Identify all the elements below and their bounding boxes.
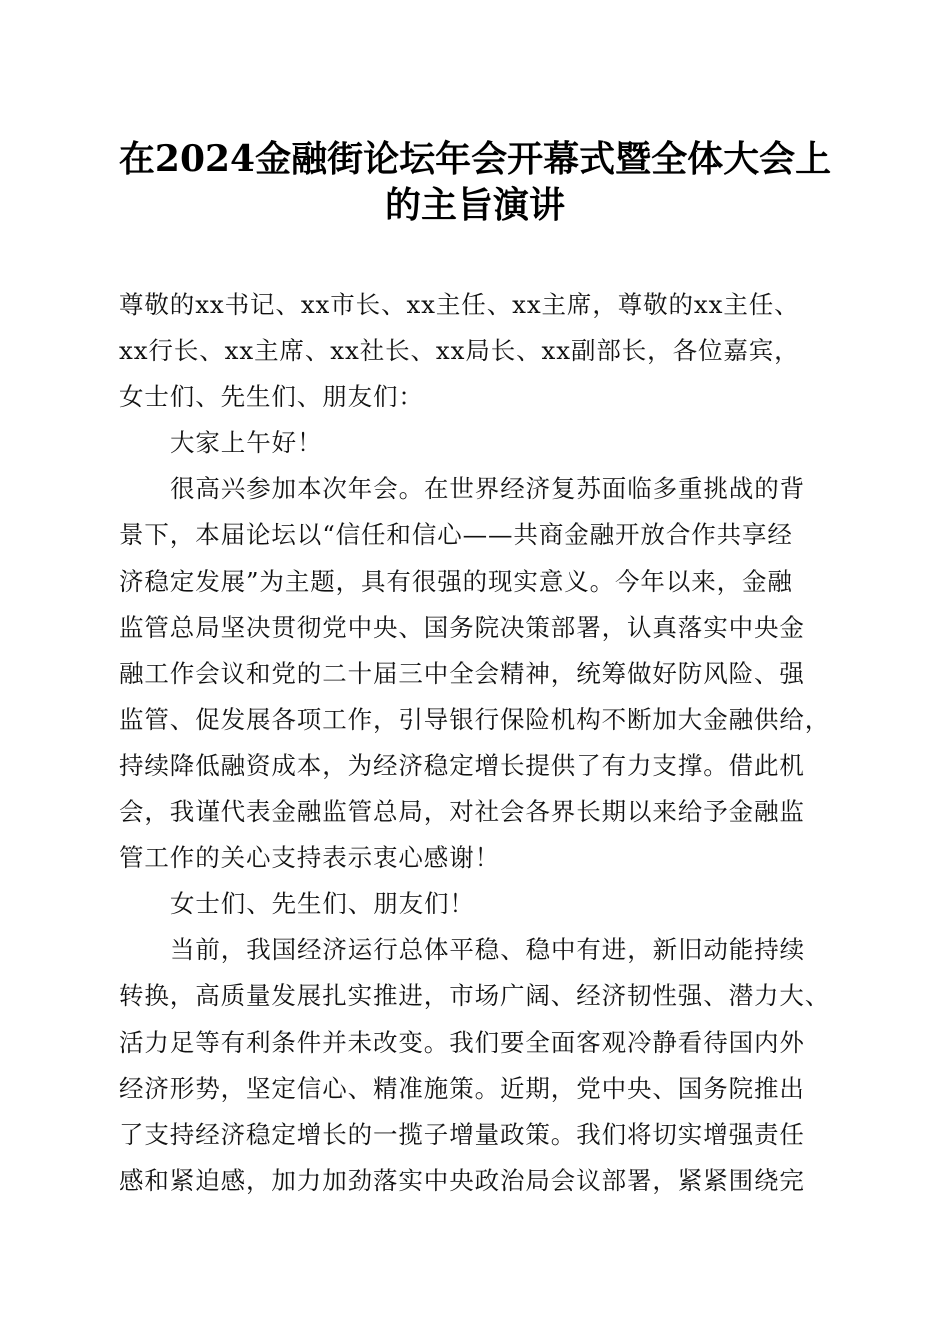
- text-line: 济稳定发展”为主题，具有很强的现实意义。今年以来，金融: [119, 566, 793, 596]
- text-line: 融工作会议和党的二十届三中全会精神，统筹做好防风险、强: [119, 658, 805, 688]
- text-line: 经济形势，坚定信心、精准施策。近期，党中央、国务院推出: [119, 1073, 805, 1103]
- text-line: 了支持经济稳定增长的一揽子增量政策。我们将切实增强责任: [119, 1119, 805, 1149]
- text-line: 会，我谨代表金融监管总局，对社会各界长期以来给予金融监: [119, 797, 805, 827]
- text-line: 监管总局坚决贯彻党中央、国务院决策部署，认真落实中央金: [119, 612, 805, 642]
- text-line: 管工作的关心支持表示衷心感谢！: [119, 843, 500, 873]
- text-line: 大家上午好！: [170, 428, 323, 458]
- text-line: 转换，高质量发展扎实推进，市场广阔、经济韧性强、潜力大、: [119, 981, 831, 1011]
- text-line: 很高兴参加本次年会。在世界经济复苏面临多重挑战的背: [170, 474, 805, 504]
- title-line-1: 在2024金融街论坛年会开幕式暨全体大会上: [118, 138, 832, 180]
- text-line: 女士们、先生们、朋友们：: [119, 382, 424, 412]
- document-body: [119, 282, 833, 1204]
- text-line: xx行长、xx主席、xx社长、xx局长、xx副部长，各位嘉宾，: [119, 336, 800, 366]
- text-line: 尊敬的xx书记、xx市长、xx主任、xx主席，尊敬的xx主任、: [119, 290, 800, 319]
- text-line: 当前，我国经济运行总体平稳、稳中有进，新旧动能持续: [170, 935, 805, 965]
- text-line: 持续降低融资成本，为经济稳定增长提供了有力支撑。借此机: [119, 750, 805, 780]
- text-line: 活力足等有利条件并未改变。我们要全面客观冷静看待国内外: [119, 1027, 805, 1057]
- document-title: [100, 136, 850, 228]
- text-line: 景下，本届论坛以“信任和信心——共商金融开放合作共享经: [119, 520, 793, 550]
- text-line: 监管、促发展各项工作，引导银行保险机构不断加大金融供给，: [119, 704, 831, 734]
- title-line-2: 的主旨演讲: [384, 184, 565, 226]
- text-line: 女士们、先生们、朋友们！: [170, 889, 475, 919]
- text-line: 感和紧迫感，加力加劲落实中央政治局会议部署，紧紧围绕完: [119, 1165, 805, 1195]
